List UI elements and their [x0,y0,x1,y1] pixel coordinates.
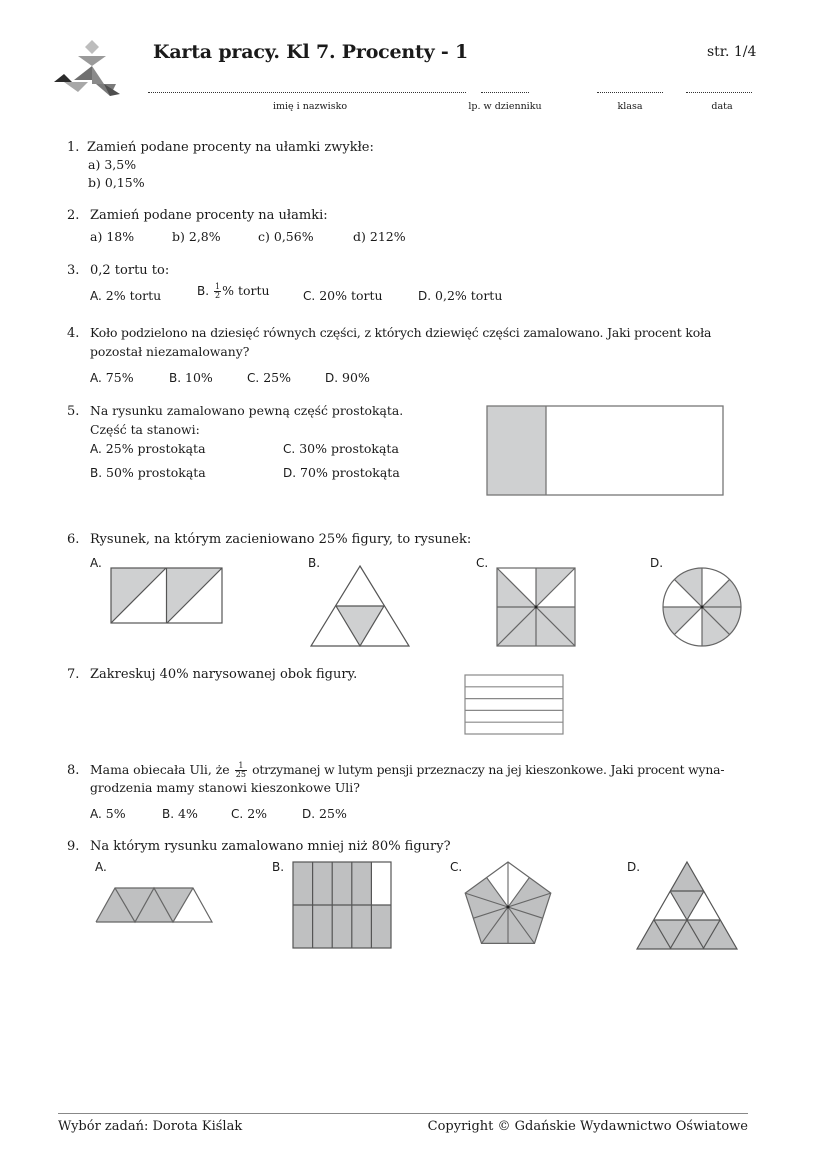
q2-item-c: c) 0,56% [258,229,314,244]
page-number: str. 1/4 [707,44,757,60]
question-8: 8. Mama obiecała Uli, że $\frac{1}{25}$ otrzymanej w lutym pensji przeznaczy na jej kieszonkowe. Jaki procent wyna- [67,761,725,779]
q6-figure-d-label: D. [650,556,664,570]
name-field-label: imię i nazwisko [272,101,348,112]
q5-option-d[interactable]: D. 70% prostokąta [283,465,400,480]
q6-figure-c-label: C. [476,556,489,570]
q4-option-a[interactable]: A. 75% [90,370,134,385]
journal-number-label: lp. w dzienniku [468,101,542,112]
question-2: 2. Zamień podane procenty na ułamki: [67,208,328,223]
q8-option-b[interactable]: B. 4% [162,806,198,821]
q2-item-d: d) 212% [353,229,406,244]
q6-figure-a-label: A. [90,556,102,570]
q9-figure-d[interactable] [636,861,738,951]
q9-figure-b-label: B. [272,860,285,874]
q4-option-c[interactable]: C. 25% [247,370,291,385]
q6-figure-c[interactable] [496,567,576,647]
fraction-one-twentyfifth: $\frac{1}{25}$ [235,761,246,779]
q3-option-b[interactable]: B. $\frac{1}{2}$ % tortu [197,282,270,300]
q2-item-b: b) 2,8% [172,229,221,244]
question-9: 9. Na którym rysunku zamalowano mniej niż 80% figury? [67,839,451,854]
q9-figure-c-label: C. [450,860,463,874]
date-field[interactable] [686,92,752,93]
question-text: Na rysunku zamalowano pewną część prostokąta. [90,403,404,418]
question-7: 7. Zakreskuj 40% narysowanej obok figury. [67,667,358,682]
q1-item-b: b) 0,15% [88,175,145,190]
q1-item-a: a) 3,5% [88,157,137,172]
question-4-line2: pozostał niezamalowany? [90,344,250,359]
q4-option-d[interactable]: D. 90% [325,370,370,385]
publisher-logo-icon [52,40,124,100]
q3-option-d[interactable]: D. 0,2% tortu [418,288,503,303]
q5-option-b[interactable]: B. 50% prostokąta [90,465,206,480]
question-number: 1. [67,140,80,155]
question-1 [67,138,374,157]
q9-figure-a[interactable] [95,887,215,923]
q3-option-c[interactable]: C. 20% tortu [303,288,383,303]
q6-figure-b-label: B. [308,556,321,570]
q9-figure-d-label: D. [627,860,641,874]
question-text: Koło podzielono na dziesięć równych części, z których dziewięć części zamalowano. Jaki procent koła [90,325,712,340]
page-title: Karta pracy. Kl 7. Procenty - 1 [153,41,468,63]
q2-item-a: a) 18% [90,229,135,244]
question-text: 0,2 tortu to: [90,263,170,278]
q5-rectangle-figure [486,405,724,496]
footer-copyright: Copyright © Gdańskie Wydawnictwo Oświatowe [427,1119,748,1134]
question-4: 4. Koło podzielono na dziesięć równych części, z których dziewięć części zamalowano. Jaki procent koła [67,325,712,341]
q9-figure-a-label: A. [95,860,107,874]
q8-option-d[interactable]: D. 25% [302,806,347,821]
question-5: 5. Na rysunku zamalowano pewną część prostokąta. [67,403,404,419]
q9-figure-b[interactable] [292,861,392,949]
q4-option-b[interactable]: B. 10% [169,370,213,385]
q8-option-c[interactable]: C. 2% [231,806,268,821]
fraction-one-half: $\frac{1}{2}$ [215,282,221,300]
q6-figure-b[interactable] [310,565,410,647]
class-field[interactable] [597,92,663,93]
q8-option-a[interactable]: A. 5% [90,806,126,821]
q5-option-c[interactable]: C. 30% prostokąta [283,441,399,456]
question-text: Zamień podane procenty na ułamki zwykłe: [87,140,374,155]
question-6: 6. Rysunek, na którym zacieniowano 25% figury, to rysunek: [67,532,472,547]
q3-option-a[interactable]: A. 2% tortu [90,288,162,303]
class-label: klasa [617,101,643,112]
question-text: Na którym rysunku zamalowano mniej niż 80% figury? [90,839,451,854]
q5-option-a[interactable]: A. 25% prostokąta [90,441,206,456]
footer-divider [58,1113,748,1114]
name-field[interactable] [148,92,466,93]
question-5-line2: Część ta stanowi: [90,422,200,437]
journal-number-field[interactable] [481,92,529,93]
q6-figure-a[interactable] [110,567,224,624]
question-3: 3. 0,2 tortu to: [67,263,170,278]
question-text: Rysunek, na którym zacieniowano 25% figury, to rysunek: [90,532,472,547]
question-text: Zakreskuj 40% narysowanej obok figury. [90,667,358,682]
q7-striped-rectangle[interactable] [464,674,564,735]
q6-figure-d[interactable] [662,567,742,647]
date-label: data [711,101,733,112]
q9-figure-c[interactable] [462,861,554,949]
question-text: Zamień podane procenty na ułamki: [90,208,328,223]
footer-author: Wybór zadań: Dorota Kiślak [58,1119,243,1134]
question-8-line2: grodzenia mamy stanowi kieszonkowe Uli? [90,780,360,795]
